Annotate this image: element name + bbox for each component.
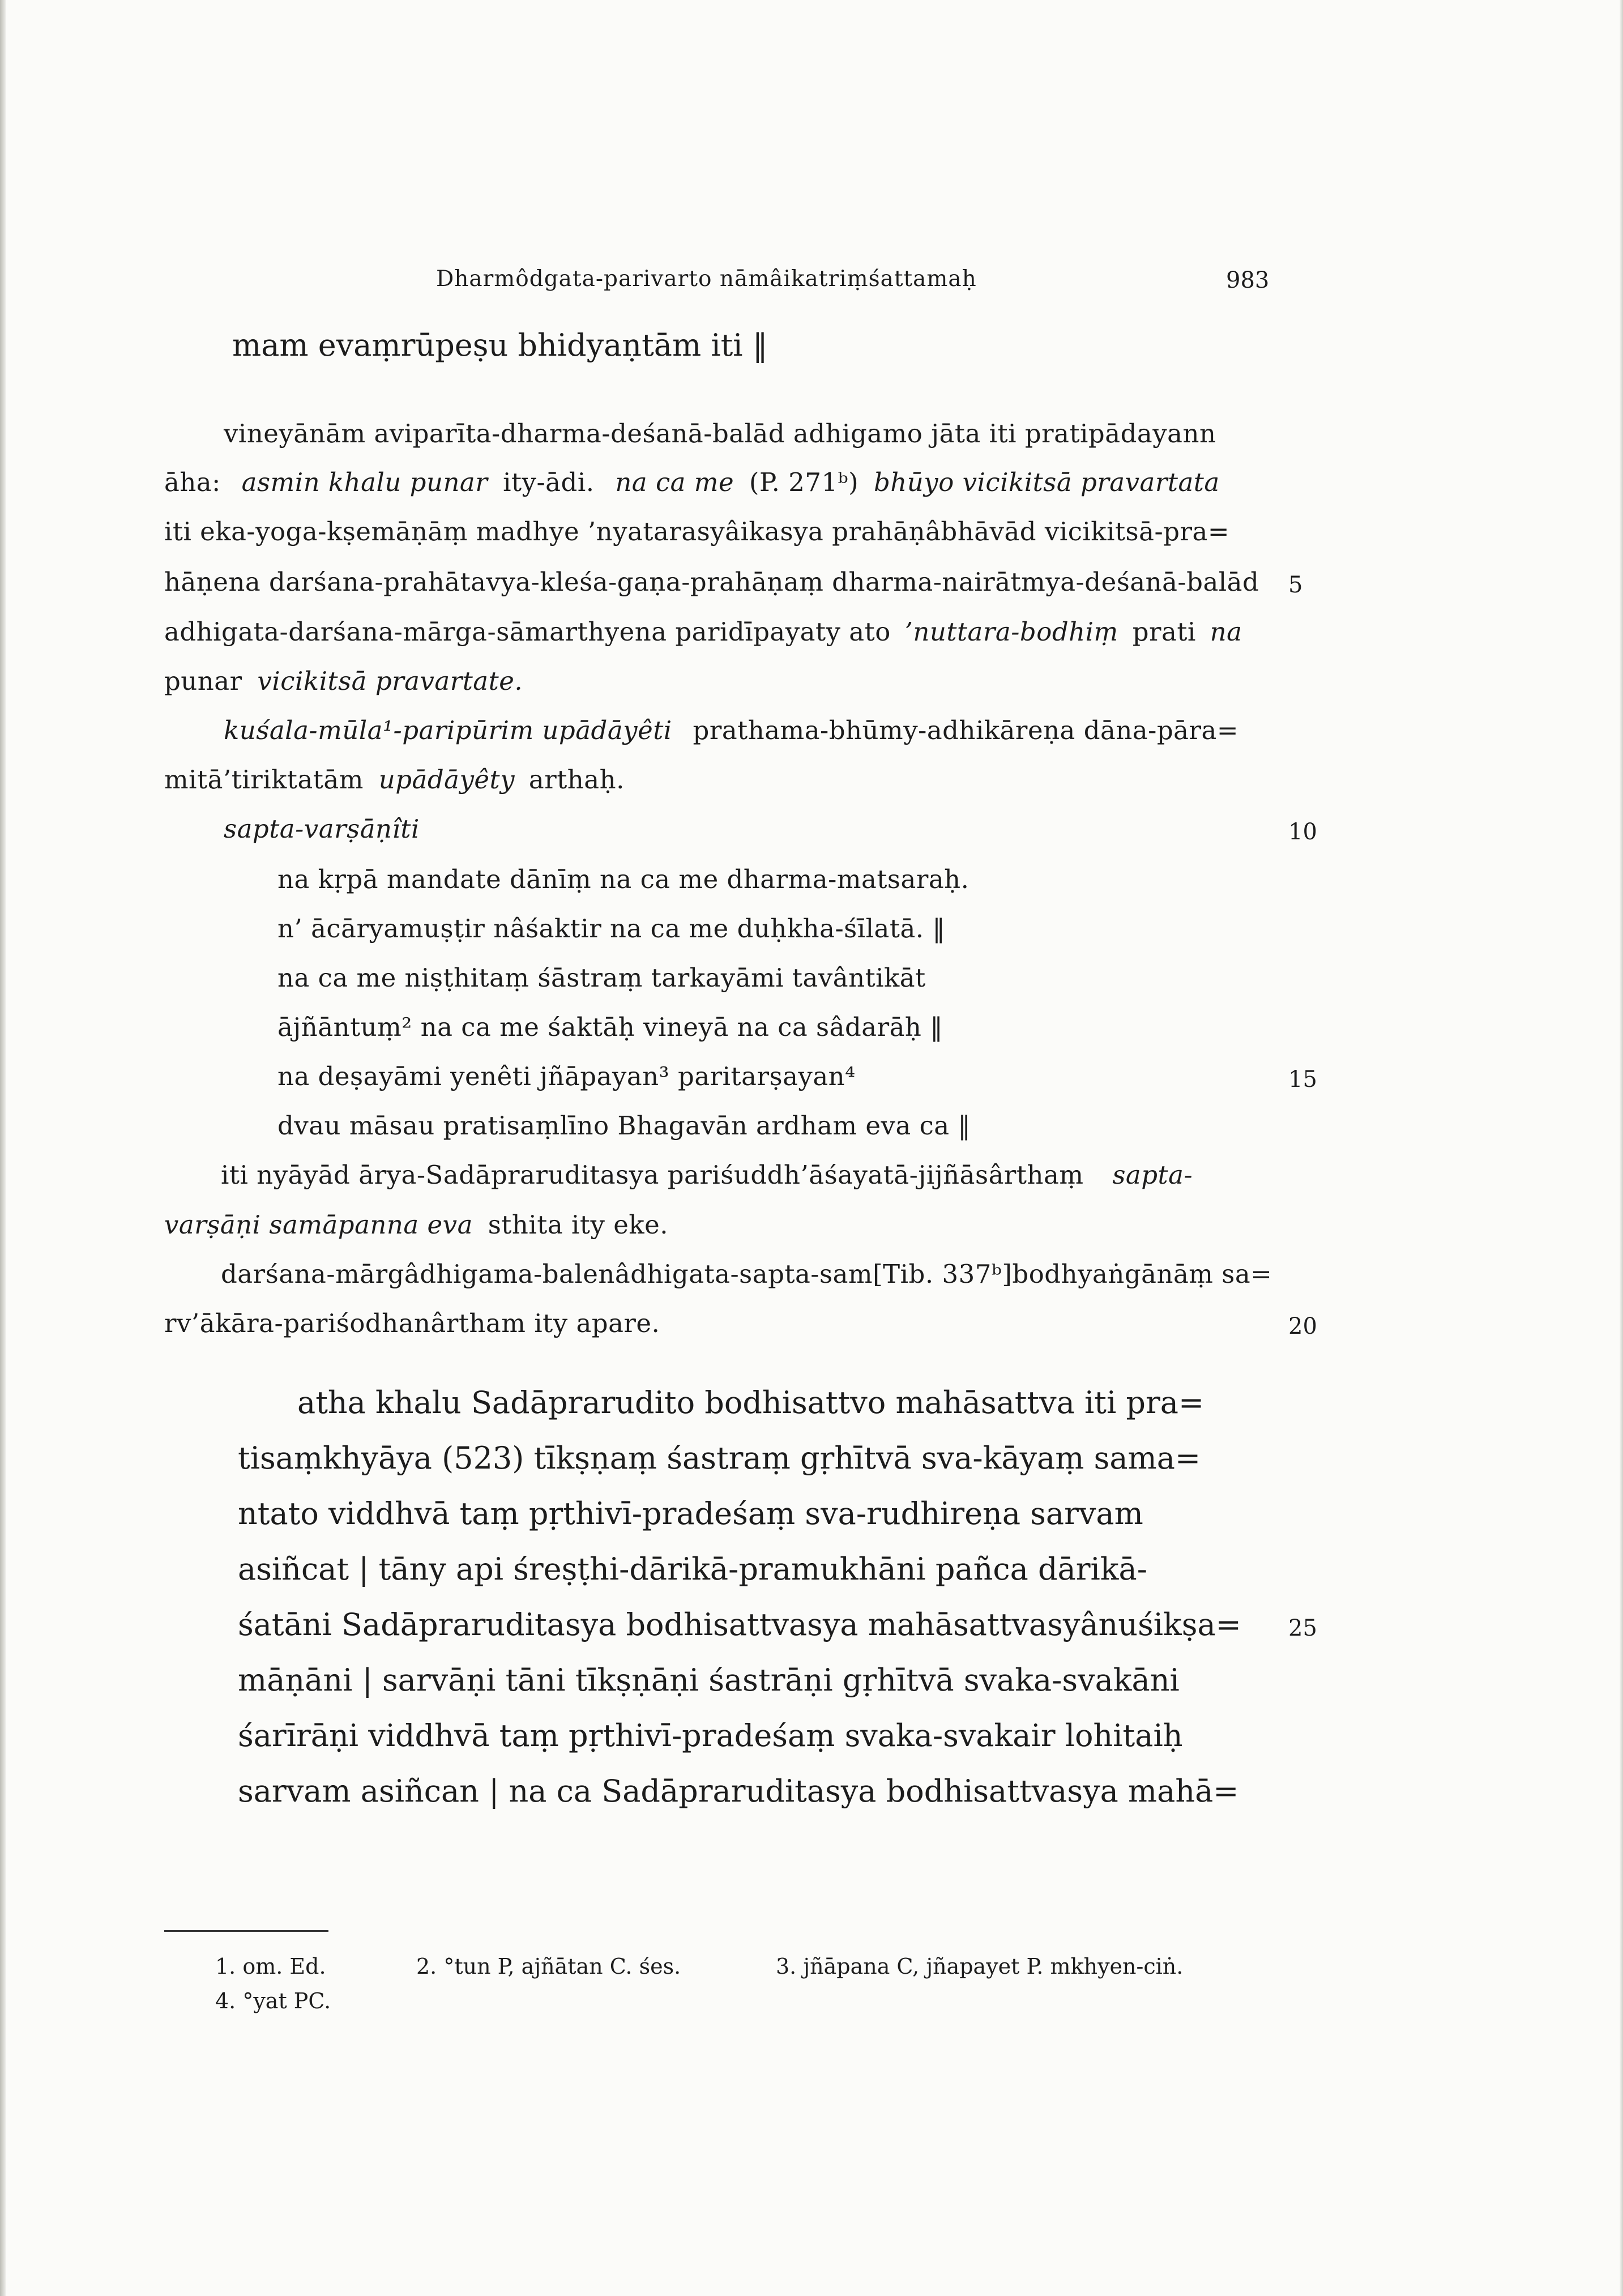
page-edge-left xyxy=(0,0,6,2296)
commentary-line-8 xyxy=(164,765,625,795)
main-text-line-7: śarīrāṇi viddhvā taṃ pṛthivī-pradeśaṃ svaka-svakair lohitaiḥ xyxy=(238,1718,1183,1753)
main-text-line-6: māṇāni | sarvāṇi tāni tīkṣṇāṇi śastrāṇi gṛhītvā svaka-svakāni xyxy=(238,1662,1180,1698)
commentary2-line-4: rv’ākāra-pariśodhanârtham ity apare. xyxy=(164,1308,660,1338)
line-number-10: 10 xyxy=(1288,819,1317,845)
verse-line-4: ājñāntuṃ² na ca me śaktāḥ vineyā na ca sâdarāḥ ‖ xyxy=(277,1012,943,1042)
commentary-text: punar xyxy=(164,666,242,696)
commentary-text: arthaḥ. xyxy=(528,765,625,795)
verse-line-1: na kṛpā mandate dānīṃ na ca me dharma-matsaraḥ. xyxy=(277,864,969,894)
main-text-line-4: asiñcat | tāny api śreṣṭhi-dārikā-pramukhāni pañca dārikā- xyxy=(238,1551,1147,1587)
commentary-text: ity-ādi. xyxy=(503,467,595,497)
line-number-25: 25 xyxy=(1288,1615,1317,1641)
main-text-line-2: tisaṃkhyāya (523) tīkṣṇaṃ śastraṃ gṛhītvā sva-kāyaṃ sama= xyxy=(238,1440,1201,1476)
page-number: 983 xyxy=(1226,267,1270,293)
lemma: ’nuttara-bodhiṃ xyxy=(904,617,1118,647)
lemma: varṣāṇi samāpanna eva xyxy=(164,1210,473,1240)
commentary-line-6 xyxy=(164,668,523,694)
verse-line-2: n’ ācāryamuṣṭir nâśaktir na ca me duḥkha-śīlatā. ‖ xyxy=(277,914,946,944)
main-text-line-3: ntato viddhvā taṃ pṛthivī-pradeśaṃ sva-rudhireṇa sarvam xyxy=(238,1496,1143,1531)
running-title: Dharmôdgata-parivarto nāmâikatriṃśattamaḥ xyxy=(436,266,977,292)
commentary-line-7 xyxy=(224,715,1239,745)
footnote-4: 4. °yat PC. xyxy=(215,1988,331,2013)
footnote-rule xyxy=(164,1930,328,1932)
main-text-line-5: śatāni Sadāpraruditasya bodhisattvasya mahāsattvasyânuśikṣa= xyxy=(238,1607,1241,1642)
lemma: bhūyo vicikitsā pravartata xyxy=(874,467,1220,497)
line-number-15: 15 xyxy=(1288,1066,1317,1092)
commentary-text: mitā’tiriktatām xyxy=(164,765,364,795)
lemma: asmin khalu punar xyxy=(241,467,488,497)
main-text-line-8: sarvam asiñcan | na ca Sadāpraruditasya bodhisattvasya mahā= xyxy=(238,1773,1239,1809)
line-number-5: 5 xyxy=(1288,572,1303,598)
footnote-2: 2. °tun P, ajñātan C. śes. xyxy=(416,1954,681,1979)
commentary2-line-3: darśana-mārgâdhigama-balenâdhigata-sapta-sam[Tib. 337ᵇ]bodhyaṅgānāṃ sa= xyxy=(221,1259,1272,1289)
commentary-line-5 xyxy=(164,619,1242,645)
line-number-20: 20 xyxy=(1288,1313,1317,1339)
lemma: vicikitsā pravartate. xyxy=(257,666,523,696)
opening-line: mam evaṃrūpeṣu bhidyaṇtām iti ‖ xyxy=(232,327,768,363)
lemma: sapta-varṣāṇîti xyxy=(224,814,420,844)
lemma: kuśala-mūla¹-paripūrim upādāyêti xyxy=(224,715,672,745)
commentary-line-1: vineyānām aviparīta-dharma-deśanā-balād adhigamo jāta iti pratipādayann xyxy=(224,419,1216,449)
page-reference: (P. 271ᵇ) xyxy=(749,467,859,497)
commentary-line-4: hāṇena darśana-prahātavya-kleśa-gaṇa-prahāṇaṃ dharma-nairātmya-deśanā-balād xyxy=(164,567,1259,597)
verse-line-5: na deṣayāmi yenêti jñāpayan³ paritarṣayan⁴ xyxy=(277,1061,856,1091)
commentary-text: sthita ity eke. xyxy=(488,1210,669,1240)
commentary-text: āha: xyxy=(164,467,221,497)
footnote-3: 3. jñāpana C, jñapayet P. mkhyen-ciṅ. xyxy=(776,1954,1184,1979)
lemma: upādāyêty xyxy=(378,765,515,795)
lemma: na ca me xyxy=(615,467,734,497)
footnote-1: 1. om. Ed. xyxy=(215,1954,326,1979)
commentary-text: prathama-bhūmy-adhikāreṇa dāna-pāra= xyxy=(693,715,1239,745)
commentary-line-3: iti eka-yoga-kṣemāṇāṃ madhye ’nyatarasyâikasya prahāṇâbhāvād vicikitsā-pra= xyxy=(164,517,1230,547)
lemma: na xyxy=(1210,617,1242,647)
commentary-line-2 xyxy=(164,467,1220,497)
main-text-line-1: atha khalu Sadāprarudito bodhisattvo mahāsattva iti pra= xyxy=(297,1385,1205,1420)
commentary2-line-2 xyxy=(164,1210,669,1240)
lemma: sapta- xyxy=(1112,1160,1193,1190)
page-edge-right xyxy=(1620,0,1623,2296)
commentary-line-9 xyxy=(224,816,420,842)
commentary2-line-1 xyxy=(221,1162,1193,1188)
commentary-text: prati xyxy=(1132,617,1196,647)
commentary-text: iti nyāyād ārya-Sadāpraruditasya pariśuddh’āśayatā-jijñāsârthaṃ xyxy=(221,1160,1084,1190)
verse-line-3: na ca me niṣṭhitaṃ śāstraṃ tarkayāmi tavântikāt xyxy=(277,963,926,993)
commentary-text: adhigata-darśana-mārga-sāmarthyena paridīpayaty ato xyxy=(164,617,891,647)
verse-line-6: dvau māsau pratisaṃlīno Bhagavān ardham eva ca ‖ xyxy=(277,1111,971,1141)
